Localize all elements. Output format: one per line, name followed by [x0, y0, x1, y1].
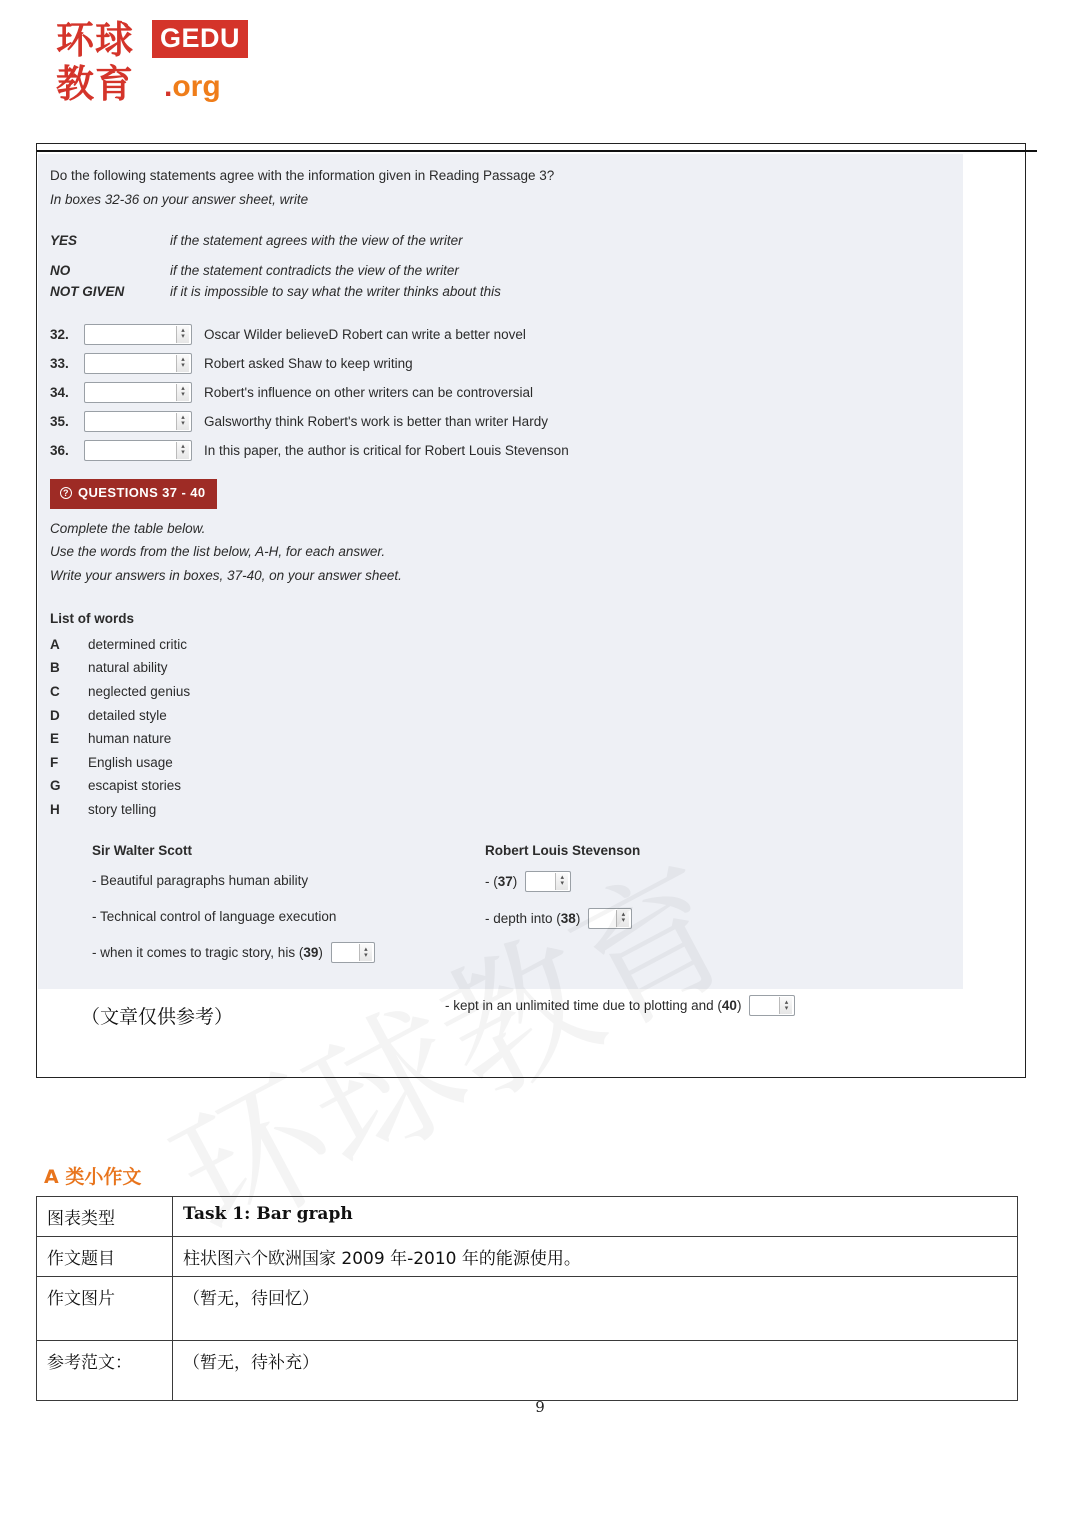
statement-text: In this paper, the author is critical for Robert Louis Stevenson	[204, 442, 569, 458]
answer-key-legend	[50, 231, 945, 302]
column-heading-left: Sir Walter Scott	[92, 843, 193, 859]
spinner-arrows-icon[interactable]: ▴ ▾	[779, 997, 792, 1014]
word-list-item	[50, 682, 945, 702]
statement-text: Robert asked Shaw to keep writing	[204, 355, 413, 371]
word-list-item	[50, 706, 945, 726]
statement-row	[50, 382, 945, 403]
logo-org-text	[164, 70, 221, 104]
word-letter: H	[50, 801, 60, 817]
answer-spinner-32[interactable]	[84, 324, 192, 345]
statement-text: Oscar Wilder believeD Robert can write a better novel	[204, 326, 526, 342]
word-list-item	[50, 800, 945, 820]
bullet-item	[92, 871, 492, 891]
table-row	[37, 1197, 1018, 1237]
word-list-item	[50, 776, 945, 796]
spinner-arrows-icon[interactable]: ▴ ▾	[616, 910, 629, 927]
statement-number: 35.	[50, 413, 69, 429]
answer-spinner-36[interactable]	[84, 440, 192, 461]
bullet-item-40	[445, 995, 945, 1016]
answer-spinner-40[interactable]	[749, 995, 795, 1016]
instruction-line-1: Complete the table below.	[50, 520, 206, 536]
legend-row	[50, 231, 945, 251]
word-text: neglected genius	[88, 684, 191, 700]
bullet-text-after: )	[512, 873, 518, 889]
bullet-text: - depth into (	[485, 910, 561, 926]
spinner-arrows-icon[interactable]: ▴ ▾	[555, 873, 568, 890]
statement-row	[50, 324, 945, 345]
row-label-chart-type: 图表类型	[37, 1197, 173, 1237]
row-value-sample-essay: （暂无，待补充）	[173, 1341, 1018, 1401]
legend-desc-notgiven: if it is impossible to say what the writer thinks about this	[170, 284, 501, 300]
logo-gedu-badge: GEDU	[152, 20, 248, 58]
legend-label-yes: YES	[50, 233, 78, 249]
statement-number: 33.	[50, 355, 69, 371]
legend-label-notgiven: NOT GIVEN	[50, 284, 125, 300]
document-frame	[36, 143, 1026, 1078]
legend-desc-no: if the statement contradicts the view of the writer	[170, 262, 459, 278]
word-letter: C	[50, 684, 60, 700]
list-of-words-title: List of words	[50, 611, 134, 627]
bullet-item	[92, 907, 492, 927]
bullet-number: 39	[303, 944, 319, 960]
statement-number: 34.	[50, 384, 69, 400]
row-label-sample-essay: 参考范文：	[37, 1341, 173, 1401]
exam-screenshot-panel	[38, 154, 963, 1014]
spinner-arrows-icon[interactable]: ▴ ▾	[176, 413, 189, 430]
statement-row	[50, 411, 945, 432]
page-number: 9	[535, 1398, 545, 1416]
word-text: human nature	[88, 731, 172, 747]
word-list	[50, 635, 945, 820]
question-mark-icon: ?	[60, 487, 72, 499]
word-text: escapist stories	[88, 778, 182, 794]
legend-row	[50, 282, 945, 302]
statement-number: 32.	[50, 326, 69, 342]
bullet-text: - Beautiful paragraphs human ability	[92, 872, 309, 888]
spinner-arrows-icon[interactable]: ▴ ▾	[176, 326, 189, 343]
top-divider	[37, 150, 1037, 152]
bullet-text-after: )	[318, 944, 323, 960]
section-heading-writing-task1: A 类小作文	[44, 1166, 142, 1188]
table-row	[37, 1237, 1018, 1277]
row-value-essay-topic: 柱状图六个欧洲国家 2009 年-2010 年的能源使用。	[173, 1237, 1018, 1277]
word-text: detailed style	[88, 707, 167, 723]
logo-chinese-line1: 环球	[56, 18, 135, 62]
row-value-chart-type: Task 1: Bar graph	[173, 1197, 1018, 1237]
answer-spinner-39[interactable]	[331, 942, 375, 963]
questions-badge-label: QUESTIONS 37 - 40	[78, 484, 206, 500]
word-list-item	[50, 658, 945, 678]
answer-spinner-38[interactable]	[588, 908, 632, 929]
bullet-text-after: )	[575, 910, 581, 926]
reference-note: （文章仅供参考）	[81, 1006, 234, 1028]
row-value-essay-image: （暂无，待回忆）	[173, 1277, 1018, 1341]
logo-chinese-text	[56, 18, 134, 106]
spinner-arrows-icon[interactable]: ▴ ▾	[359, 944, 372, 961]
writing-task-table	[36, 1196, 1018, 1401]
answer-spinner-35[interactable]	[84, 411, 192, 432]
spinner-arrows-icon[interactable]: ▴ ▾	[176, 355, 189, 372]
statement-row	[50, 353, 945, 374]
word-list-item	[50, 729, 945, 749]
answer-spinner-33[interactable]	[84, 353, 192, 374]
word-text: English usage	[88, 754, 173, 770]
word-text: natural ability	[88, 660, 168, 676]
bullet-number: 38	[560, 910, 576, 926]
bullet-text: - Technical control of language execution	[92, 908, 337, 924]
word-letter: G	[50, 778, 61, 794]
statement-text: Galsworthy think Robert's work is better than writer Hardy	[204, 413, 548, 429]
bullet-text: - kept in an unlimited time due to plotting and (	[445, 998, 722, 1014]
word-letter: D	[50, 707, 60, 723]
column-sir-walter-scott	[92, 841, 492, 979]
questions-37-40-badge	[50, 479, 217, 509]
spinner-arrows-icon[interactable]: ▴ ▾	[176, 384, 189, 401]
bullet-text: - when it comes to tragic story, his (	[92, 944, 304, 960]
bullet-text-after: )	[736, 998, 742, 1014]
row-label-essay-image: 作文图片	[37, 1277, 173, 1341]
word-letter: F	[50, 754, 59, 770]
legend-row	[50, 261, 945, 281]
bullet-item-37	[485, 871, 955, 892]
question-intro-italic: In boxes 32-36 on your answer sheet, write	[50, 191, 309, 207]
answer-spinner-34[interactable]	[84, 382, 192, 403]
word-letter: B	[50, 660, 60, 676]
statement-list	[50, 324, 945, 461]
bullet-text: - (	[485, 873, 498, 889]
word-list-item	[50, 635, 945, 655]
statement-number: 36.	[50, 442, 69, 458]
logo-dot: .	[164, 70, 173, 103]
instruction-line-2: Use the words from the list below, A-H, for each answer.	[50, 544, 386, 560]
row-label-essay-topic: 作文题目	[37, 1237, 173, 1277]
logo-org-word: org	[172, 70, 221, 103]
statement-text: Robert's influence on other writers can be controversial	[204, 384, 533, 400]
instruction-line-3: Write your answers in boxes, 37-40, on your answer sheet.	[50, 567, 402, 583]
word-list-item	[50, 753, 945, 773]
bullet-item-38	[485, 908, 955, 929]
statement-row	[50, 440, 945, 461]
bullet-item-39	[92, 942, 492, 963]
logo-chinese-line2: 教育	[56, 62, 135, 106]
word-text: determined critic	[88, 636, 188, 652]
table-row	[37, 1341, 1018, 1401]
question-intro: Do the following statements agree with the information given in Reading Passage 3?	[50, 168, 555, 183]
site-logo	[56, 18, 296, 110]
legend-label-no: NO	[50, 262, 71, 278]
word-text: story telling	[88, 801, 157, 817]
bullet-number: 37	[497, 873, 513, 889]
spinner-arrows-icon[interactable]: ▴ ▾	[176, 442, 189, 459]
table-row	[37, 1277, 1018, 1341]
column-heading-right: Robert Louis Stevenson	[485, 843, 641, 859]
column-robert-louis-stevenson	[485, 841, 955, 945]
answer-spinner-37[interactable]	[525, 871, 571, 892]
bullet-number: 40	[721, 998, 737, 1014]
legend-desc-yes: if the statement agrees with the view of the writer	[170, 233, 463, 249]
word-letter: E	[50, 731, 60, 747]
word-letter: A	[50, 636, 60, 652]
comparison-table	[50, 841, 945, 981]
